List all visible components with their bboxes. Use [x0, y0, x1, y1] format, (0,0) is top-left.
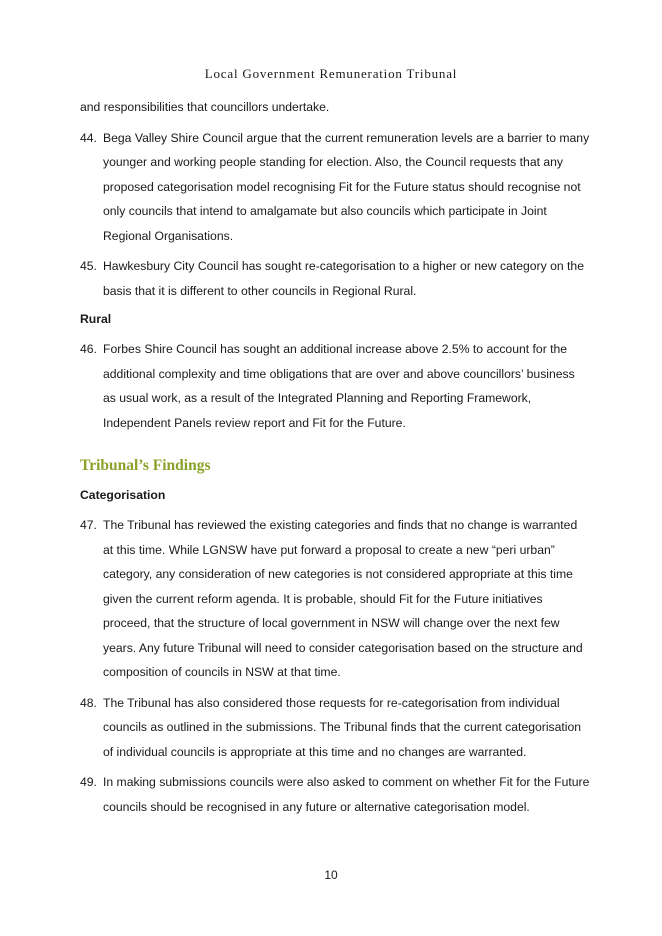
- section-title-findings: Tribunal’s Findings: [80, 457, 211, 474]
- item-text: The Tribunal has also considered those requests for re-categorisation from individual councils as outlined in the submissions. The Tribunal finds that the current categorisation of individual councils is appropriate at this time and no changes are warranted.: [103, 695, 582, 759]
- item-text: The Tribunal has reviewed the existing categories and finds that no change is warranted at this time. While LGNSW have put forward a proposal to create a new “peri urban” category, any consideration of new categories is not considered appropriate at this time given the current reform agenda. It is probable, should Fit for the Future initiatives proceed, that the structure of local government in NSW will change over the next few years. Any future Tribunal will need to consider categorisation based on the structure and composition of councils in NSW at that time.: [103, 518, 583, 679]
- item-text: Forbes Shire Council has sought an additional increase above 2.5% to account for the additional complexity and time obligations that are over and above councillors’ business as usual work, as a result of the Integrated Planning and Reporting Framework, Independent Panels review report and Fit for the Future.: [103, 342, 575, 430]
- list-item-49: [80, 770, 590, 819]
- document-body: [80, 95, 590, 819]
- item-number: 44.: [80, 130, 97, 145]
- continuation-text: and responsibilities that councillors undertake.: [80, 100, 330, 114]
- page-header-title: Local Government Remuneration Tribunal: [204, 66, 458, 81]
- item-text: Hawkesbury City Council has sought re-categorisation to a higher or new category on the basis that it is different to other councils in Regional Rural.: [103, 259, 584, 298]
- item-text: Bega Valley Shire Council argue that the current remuneration levels are a barrier to many younger and working people standing for election. Also, the Council requests that any proposed categorisation model recognising Fit for the Future status should recognise not only councils that intend to amalgamate but also councils which participate in Joint Regional Organisations.: [103, 130, 590, 243]
- rural-heading: Rural: [80, 312, 112, 326]
- item-number: 46.: [80, 342, 97, 356]
- list-item-46: [80, 337, 590, 435]
- list-item-47: [80, 513, 590, 685]
- item-number: 45.: [80, 259, 97, 273]
- page-number: 10: [324, 868, 338, 882]
- item-number: 48.: [80, 695, 97, 710]
- list-item-48: [80, 691, 590, 765]
- list-item-45: [80, 254, 590, 303]
- item-number: 47.: [80, 518, 97, 532]
- item-text: In making submissions councils were also asked to comment on whether Fit for the Future councils should be recognised in any future or alternative categorisation model.: [103, 775, 590, 814]
- item-number: 49.: [80, 775, 97, 789]
- categorisation-heading: Categorisation: [80, 488, 166, 502]
- list-item-44: [80, 126, 590, 249]
